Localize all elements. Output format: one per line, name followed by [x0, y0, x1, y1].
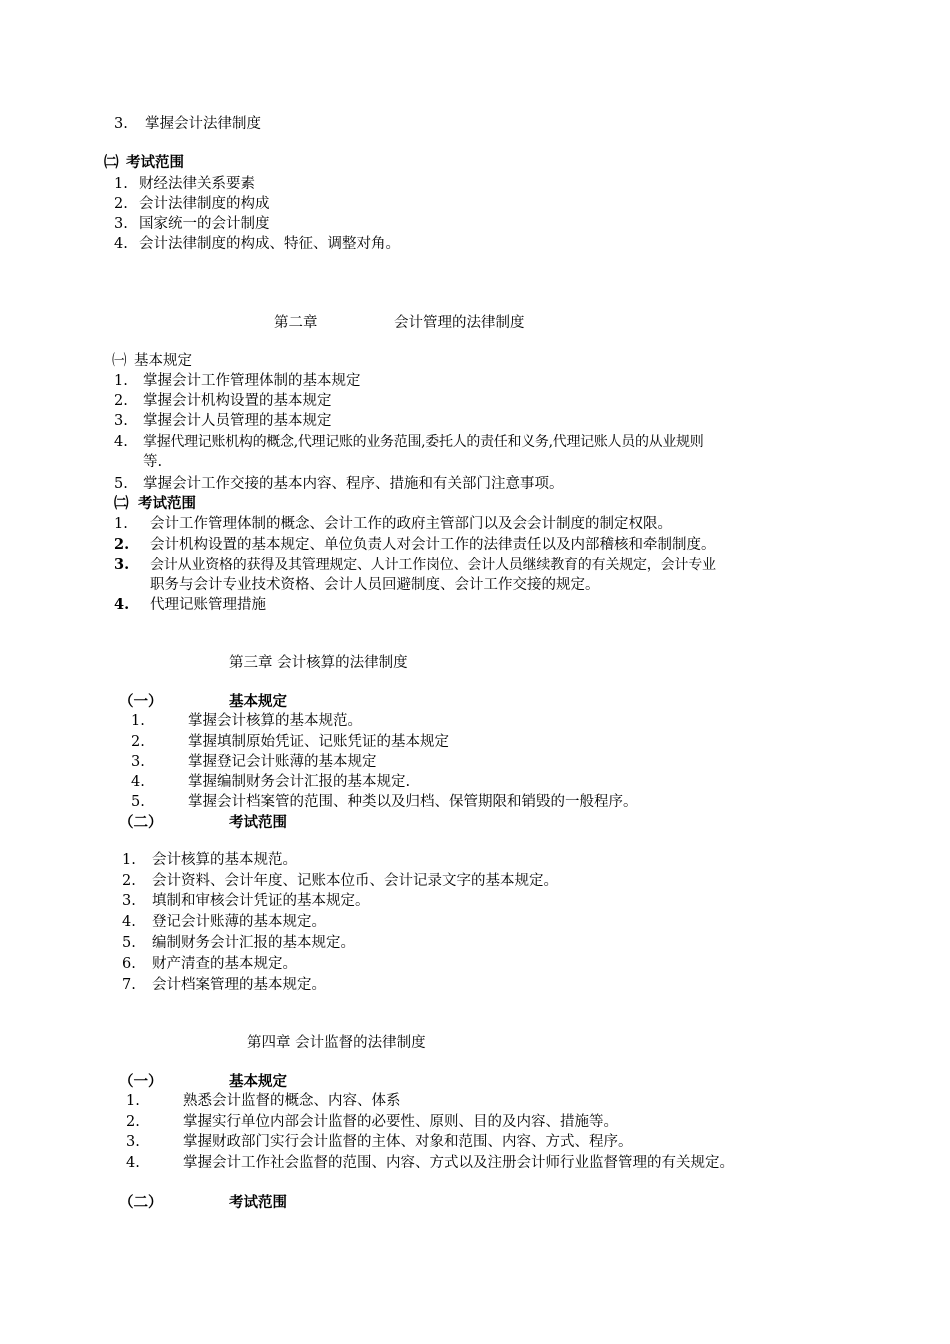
- section-heading: 基本规定: [229, 1073, 287, 1090]
- list-item: 编制财务会计汇报的基本规定。: [152, 935, 355, 951]
- section-heading: 考试范围: [126, 154, 184, 171]
- list-item: 掌握会计工作管理体制的基本规定: [143, 373, 361, 389]
- list-item: 掌握财政部门实行会计监督的主体、对象和范围、内容、方式、程序。: [183, 1134, 633, 1150]
- list-item: 会计资料、会计年度、记账本位币、会计记录文字的基本规定。: [152, 873, 558, 889]
- list-number: 3.: [114, 556, 130, 573]
- list-number: 2.: [122, 873, 136, 889]
- section-heading: 考试范围: [229, 1194, 287, 1211]
- list-number: 6.: [122, 956, 136, 972]
- list-item: 掌握会计档案管的范围、种类以及归档、保管期限和销毁的一般程序。: [188, 794, 638, 810]
- list-number: 5.: [131, 794, 145, 810]
- list-number: 5.: [122, 935, 136, 951]
- list-number: 2.: [114, 196, 128, 212]
- list-item: 会计核算的基本规范。: [152, 852, 297, 868]
- list-number: 3.: [114, 413, 128, 429]
- list-number: 1.: [131, 713, 145, 729]
- list-item: 会计法律制度的构成: [139, 196, 270, 212]
- list-item: 会计工作管理体制的概念、会计工作的政府主管部门以及会会计制度的制定权限。: [150, 516, 672, 532]
- list-item: 熟悉会计监督的概念、内容、体系: [183, 1093, 401, 1109]
- list-item: 掌握会计机构设置的基本规定: [143, 393, 332, 409]
- list-item: 国家统一的会计制度: [139, 216, 270, 232]
- list-number: 7.: [122, 977, 136, 993]
- section-marker: （二）: [119, 1194, 163, 1211]
- list-item: 掌握登记会计账薄的基本规定: [188, 754, 377, 770]
- list-item: 掌握会计核算的基本规范。: [188, 713, 362, 729]
- list-item: 掌握会计法律制度: [145, 116, 261, 132]
- section-marker: ㈠: [112, 353, 127, 369]
- list-number: 1.: [114, 373, 128, 389]
- list-number: 3.: [122, 893, 136, 909]
- section-heading: 考试范围: [229, 814, 287, 831]
- chapter-title: 第三章 会计核算的法律制度: [229, 655, 408, 671]
- list-item: 会计机构设置的基本规定、单位负责人对会计工作的法律责任以及内部稽核和牵制制度。: [150, 537, 716, 553]
- list-item: 掌握实行单位内部会计监督的必要性、原则、目的及内容、措施等。: [183, 1114, 618, 1130]
- list-number: 3.: [126, 1134, 140, 1150]
- list-number: 4.: [122, 914, 136, 930]
- list-number: 3.: [114, 116, 128, 132]
- section-marker: （一）: [119, 1073, 163, 1090]
- section-heading: 基本规定: [229, 693, 287, 710]
- list-number: 4.: [114, 236, 128, 252]
- list-item: 掌握填制原始凭证、记账凭证的基本规定: [188, 734, 449, 750]
- list-number: 4.: [114, 434, 128, 450]
- list-number: 1.: [122, 852, 136, 868]
- list-item: 会计法律制度的构成、特征、调整对角。: [139, 236, 400, 252]
- section-heading: 考试范围: [138, 495, 196, 512]
- list-number: 4.: [126, 1155, 140, 1171]
- list-number: 1.: [114, 176, 128, 192]
- list-item: 掌握会计工作交接的基本内容、程序、措施和有关部门注意事项。: [143, 476, 564, 492]
- section-marker: （一）: [119, 693, 163, 710]
- list-item: 填制和审核会计凭证的基本规定。: [152, 893, 370, 909]
- list-number: 2.: [114, 536, 130, 553]
- list-item: 掌握代理记账机构的概念,代理记账的业务范围,委托人的责任和义务,代理记账人员的从业规则: [143, 434, 704, 450]
- list-number: 4.: [131, 774, 145, 790]
- list-item: 掌握会计工作社会监督的范围、内容、方式以及注册会计师行业监督管理的有关规定。: [183, 1155, 734, 1171]
- list-item-continuation: 等.: [143, 454, 163, 470]
- list-number: 3.: [131, 754, 145, 770]
- list-number: 1.: [114, 516, 128, 532]
- section-heading: 基本规定: [134, 353, 192, 369]
- chapter-title: 第四章 会计监督的法律制度: [247, 1035, 426, 1051]
- list-item: 掌握会计人员管理的基本规定: [143, 413, 332, 429]
- list-item: 会计从业资格的获得及其管理规定、人计工作岗位、会计人员继续教育的有关规定，会计专业: [150, 557, 716, 573]
- section-marker: ㈡: [104, 154, 119, 171]
- list-number: 2.: [114, 393, 128, 409]
- list-item: 财经法律关系要素: [139, 176, 255, 192]
- list-item: 掌握编制财务会计汇报的基本规定.: [188, 774, 411, 790]
- chapter-number: 第二章: [274, 315, 318, 331]
- list-item: 代理记账管理措施: [150, 597, 266, 613]
- list-item-continuation: 职务与会计专业技术资格、会计人员回避制度、会计工作交接的规定。: [150, 577, 600, 593]
- list-number: 2.: [126, 1114, 140, 1130]
- list-item: 登记会计账薄的基本规定。: [152, 914, 326, 930]
- list-item: 会计档案管理的基本规定。: [152, 977, 326, 993]
- chapter-title: 会计管理的法律制度: [394, 315, 525, 331]
- list-number: 1.: [126, 1093, 140, 1109]
- list-number: 2.: [131, 734, 145, 750]
- section-marker: （二）: [119, 814, 163, 831]
- section-marker: ㈡: [114, 495, 129, 512]
- list-number: 4.: [114, 596, 130, 613]
- list-item: 财产清查的基本规定。: [152, 956, 297, 972]
- list-number: 3.: [114, 216, 128, 232]
- list-number: 5.: [114, 476, 128, 492]
